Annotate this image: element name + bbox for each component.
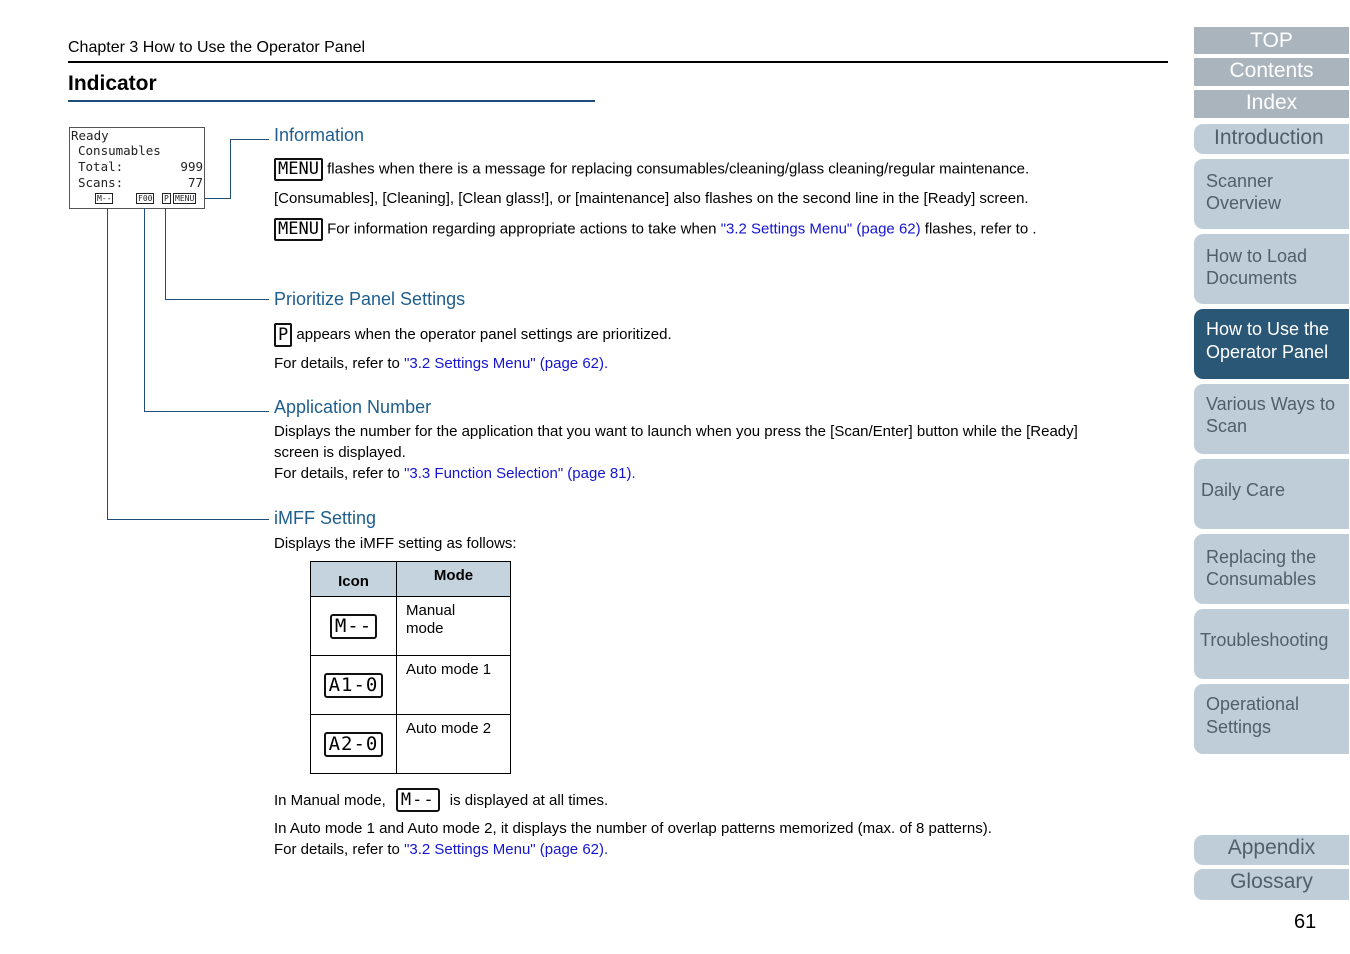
application-details-text: For details, refer to — [274, 465, 400, 482]
title-underline — [68, 100, 595, 102]
information-heading: Information — [274, 125, 365, 145]
information-text: flashes when there is a message for replacing consumables/cleaning/glass cleaning/regular maintenance. — [327, 160, 1030, 178]
lcd-scans-label: Scans: — [78, 175, 124, 190]
chapter-title: Chapter 3 How to Use the Operator Panel — [68, 39, 366, 56]
application-heading: Application Number — [274, 397, 432, 417]
nav-tab-label: Introduction — [1214, 126, 1324, 149]
nav-tab-operational-settings[interactable] — [1194, 684, 1349, 754]
information-line3-text: For information regarding appropriate actions to take when — [327, 220, 717, 238]
mode-text: Manual — [406, 602, 456, 619]
lcd-consumables-line: Consumables — [78, 143, 161, 158]
nav-tab-operator-panel[interactable] — [1194, 309, 1349, 379]
table-cell-mode — [397, 656, 511, 715]
application-line1: Displays the number for the application that you want to launch when you press the [Scan/Enter] button while the [Ready] — [274, 423, 1078, 440]
auto-mode-1-icon: A1-0 — [324, 673, 384, 698]
connector-line — [230, 139, 231, 199]
connector-line — [107, 519, 269, 520]
nav-tab-label: How to Use the — [1206, 319, 1330, 339]
nav-glossary-button[interactable]: Glossary — [1194, 869, 1349, 900]
page-number: 61 — [1294, 911, 1317, 933]
information-line1 — [274, 158, 1029, 181]
nav-contents-button[interactable]: Contents — [1194, 58, 1349, 86]
mode-text: Auto mode 2 — [406, 720, 492, 737]
lcd-menu-icon: MENU — [175, 194, 195, 203]
nav-tab-label: Scan — [1206, 416, 1248, 436]
table-cell-icon — [311, 597, 397, 656]
priority-p-icon: P — [274, 323, 292, 347]
connector-line — [144, 208, 145, 412]
connector-line — [230, 139, 269, 140]
nav-appendix-button[interactable]: Appendix — [1194, 835, 1349, 865]
settings-menu-link[interactable]: "3.2 Settings Menu" (page 62). — [404, 841, 609, 858]
connector-line — [205, 198, 231, 199]
nav-tab-replacing-consumables[interactable] — [1194, 534, 1349, 604]
prioritize-line2 — [274, 353, 608, 374]
nav-tab-label: How to Load — [1206, 246, 1308, 266]
table-row — [311, 597, 511, 656]
nav-tab-various-ways[interactable] — [1194, 384, 1349, 454]
header-rule — [68, 61, 1168, 63]
prioritize-details-text: For details, refer to — [274, 355, 400, 372]
nav-tab-label: Troubleshooting — [1200, 630, 1329, 650]
manual-mode-icon: M-- — [330, 614, 377, 639]
menu-icon: MENU — [274, 218, 323, 241]
settings-menu-link[interactable]: "3.2 Settings Menu" (page 62). — [404, 355, 609, 372]
information-line2: [Consumables], [Cleaning], [Clean glass!], or [maintenance] also flashes on the second line in the [Ready] screen. — [274, 190, 1029, 207]
nav-top-button[interactable]: TOP — [1194, 27, 1349, 54]
table-cell-icon — [311, 715, 397, 774]
nav-tab-label: Operational — [1206, 694, 1300, 714]
imff-details-text: For details, refer to — [274, 841, 400, 858]
connector-line — [165, 208, 166, 300]
menu-icon: MENU — [274, 158, 323, 181]
imff-intro: Displays the iMFF setting as follows: — [274, 535, 517, 552]
connector-line — [107, 208, 108, 520]
table-cell-icon — [311, 656, 397, 715]
imff-heading: iMFF Setting — [274, 508, 377, 528]
application-line3 — [274, 463, 636, 484]
lcd-scans-value: 77 — [187, 175, 203, 190]
application-line2: screen is displayed. — [274, 444, 406, 461]
lcd-priority-icon: P — [164, 194, 169, 203]
imff-details-line — [274, 839, 608, 860]
table-header-icon: Icon — [311, 562, 397, 597]
nav-tab-label: Overview — [1206, 193, 1282, 213]
nav-tab-introduction[interactable] — [1194, 124, 1349, 154]
nav-tab-label: Consumables — [1206, 569, 1317, 589]
nav-tab-label: Daily Care — [1201, 480, 1286, 500]
nav-tab-load-documents[interactable] — [1194, 234, 1349, 304]
prioritize-text: appears when the operator panel settings are prioritized. — [296, 325, 672, 343]
settings-menu-link[interactable]: "3.2 Settings Menu" (page 62) — [720, 220, 921, 238]
prioritize-line1 — [274, 323, 672, 347]
information-line3-end: flashes, refer to . — [924, 220, 1037, 238]
lcd-status-line: Ready — [71, 128, 109, 143]
table-row — [311, 656, 511, 715]
mode-text: mode — [406, 620, 444, 637]
information-line3 — [274, 218, 1037, 241]
mode-text: Auto mode 1 — [406, 661, 492, 678]
manual-text: In Manual mode, — [274, 792, 386, 809]
nav-tab-scanner-overview[interactable] — [1194, 159, 1349, 229]
table-cell-mode — [397, 597, 511, 656]
table-row — [311, 715, 511, 774]
lcd-total-value: 999 — [180, 159, 203, 174]
prioritize-heading: Prioritize Panel Settings — [274, 289, 466, 309]
imff-manual-line — [274, 788, 608, 812]
lcd-app-number-icon: F00 — [138, 194, 153, 203]
imff-auto-line: In Auto mode 1 and Auto mode 2, it displays the number of overlap patterns memorized (max. of 8 patterns). — [274, 820, 992, 837]
nav-tab-daily-care[interactable] — [1194, 459, 1349, 529]
table-header-row — [311, 562, 511, 597]
nav-tab-label: Operator Panel — [1206, 342, 1329, 362]
connector-line — [144, 411, 269, 412]
nav-index-button[interactable]: Index — [1194, 90, 1349, 118]
lcd-imff-icon: M-- — [97, 194, 112, 203]
lcd-total-label: Total: — [78, 159, 124, 174]
manual-mode-icon: M-- — [396, 788, 440, 812]
auto-mode-2-icon: A2-0 — [324, 732, 384, 757]
function-selection-link[interactable]: "3.3 Function Selection" (page 81). — [404, 465, 636, 482]
lcd-panel-illustration — [69, 127, 205, 209]
nav-tab-troubleshooting[interactable] — [1194, 609, 1349, 679]
connector-line — [165, 299, 269, 300]
nav-tab-label: Various Ways to — [1206, 394, 1336, 414]
nav-tab-label: Scanner — [1206, 171, 1274, 191]
manual-text-end: is displayed at all times. — [449, 792, 609, 809]
nav-tab-label: Documents — [1206, 268, 1298, 288]
table-cell-mode — [397, 715, 511, 774]
nav-tab-label: Replacing the — [1206, 547, 1317, 567]
page-title: Indicator — [68, 72, 157, 95]
nav-tab-label: Settings — [1206, 717, 1272, 737]
table-header-mode: Mode — [397, 562, 511, 597]
imff-table — [310, 561, 511, 774]
